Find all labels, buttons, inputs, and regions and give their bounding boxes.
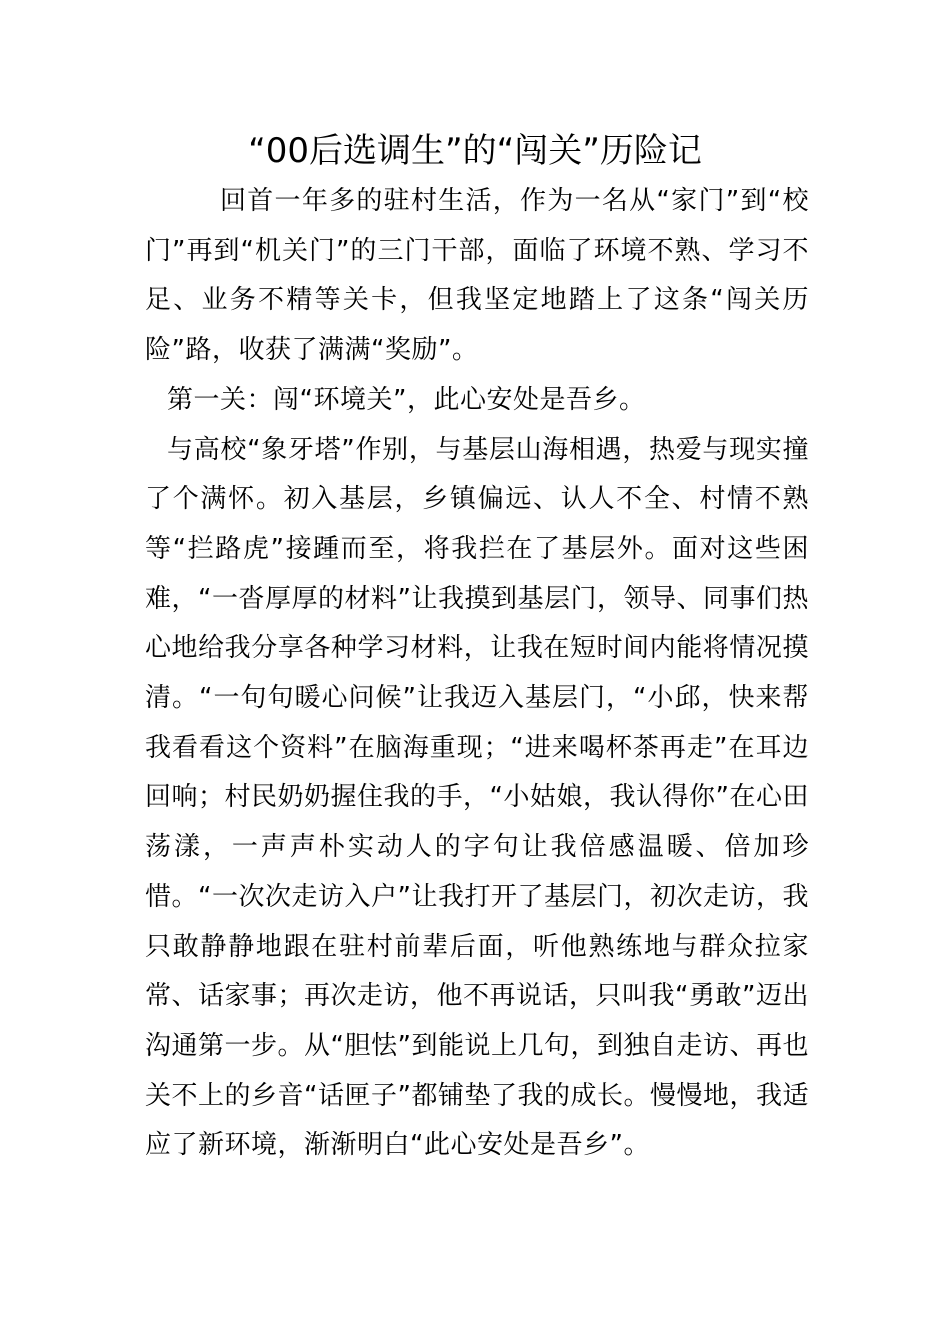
paragraph-environment: 与高校“象牙塔”作别，与基层山海相遇，热爱与现实撞了个满怀。初入基层，乡镇偏远、认人不全、村情不熟等“拦路虎”接踵而至，将我拦在了基层外。面对这些困难，“一沓厚厚的材料”让我摸到基层门，领导、同事们热心地给我分享各种学习材料，让我在短时间内能将情况摸清。“一句句暖心问候”让我迈入基层门，“小邱，快来帮我看看这个资料”在脑海重现；“进来喝杯茶再走”在耳边回响；村民奶奶握住我的手，“小姑娘，我认得你”在心田荡漾，一声声朴实动人的字句让我倍感温暖、倍加珍惜。“一次次走访入户”让我打开了基层门，初次走访，我只敢静静地跟在驻村前辈后面，听他熟练地与群众拉家常、话家事；再次走访，他不再说话，只叫我“勇敢”迈出沟通第一步。从“胆怯”到能说上几句，到独自走访、再也关不上的乡音“话匣子”都铺垫了我的成长。慢慢地，我适应了新环境，渐渐明白“此心安处是吾乡”。 [145,434,809,1161]
section-heading-first-level: 第一关：闯“环境关”，此心安处是吾乡。 [167,384,646,415]
document-title: “00后选调生”的“闯关”历险记 [248,131,702,171]
document-body [145,177,809,1171]
paragraph-intro: 回首一年多的驻村生活，作为一名从“家门”到“校门”再到“机关门”的三门干部，面临了环境不熟、学习不足、业务不精等关卡，但我坚定地踏上了这条“闯关历险”路，收获了满满“奖励”。 [145,186,809,366]
